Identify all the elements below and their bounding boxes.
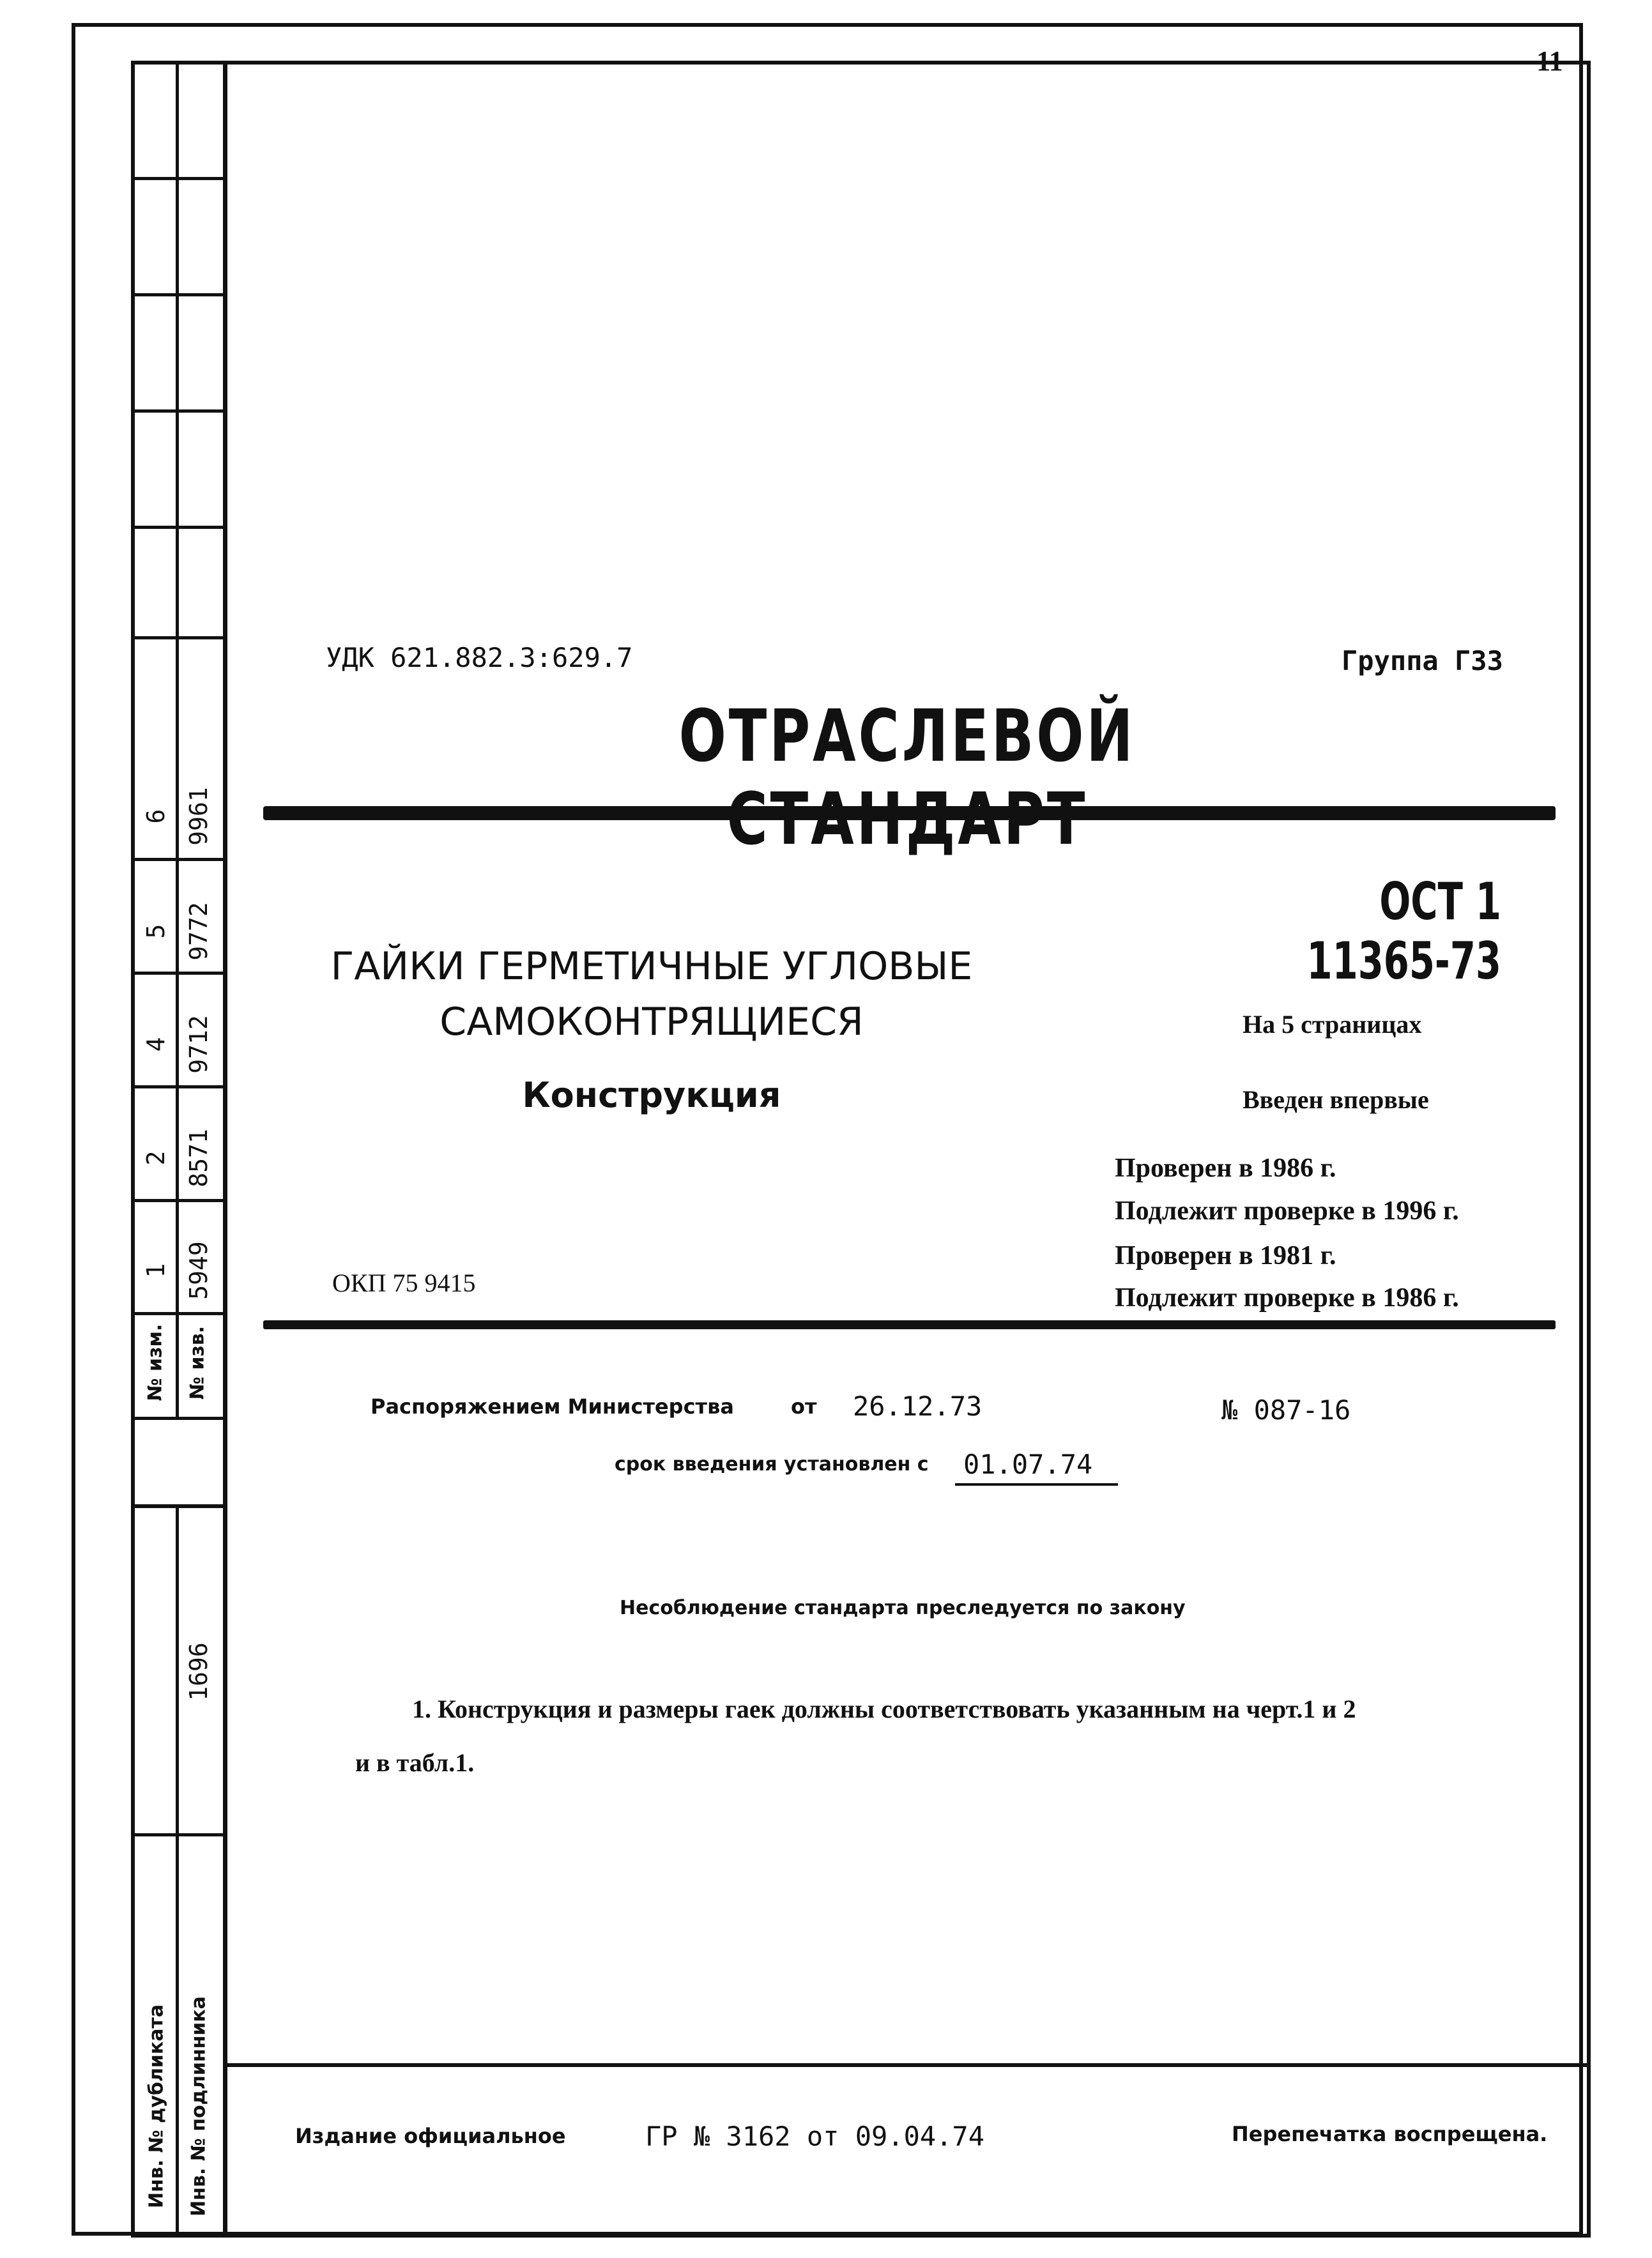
change-number: 4 (142, 1037, 170, 1052)
page-number: 11 (1536, 45, 1563, 77)
paragraph-1-continuation: и в табл.1. (355, 1748, 475, 1777)
title-line-1: ГАЙКИ ГЕРМЕТИЧНЫЕ УГЛОВЫЕ (330, 944, 973, 989)
change-number: 6 (142, 809, 170, 824)
footer-rule (224, 2063, 1591, 2067)
reprint-notice: Перепечатка воспрещена. (1232, 2122, 1548, 2146)
official-edition: Издание официальное (295, 2124, 566, 2148)
notice-number: 9772 (185, 902, 213, 961)
original-inventory-number: 1696 (185, 1642, 213, 1701)
notice-number: 9712 (185, 1015, 213, 1074)
order-number: № 087-16 (1221, 1394, 1351, 1426)
duplicate-inventory-label: Инв. № дубликата (145, 2004, 168, 2209)
introduced-note: Введен впервые (1243, 1085, 1429, 1114)
main-frame (224, 61, 1591, 2238)
document-subtitle: Конструкция (522, 1075, 781, 1115)
inventory-table (135, 1504, 223, 2238)
order-date: 26.12.73 (853, 1391, 983, 1422)
section-rule (263, 1320, 1556, 1329)
paragraph-1: 1. Конструкция и размеры гаек должны соответствовать указанным на черт.1 и 2 (412, 1695, 1356, 1723)
page-count: На 5 страницах (1243, 1010, 1422, 1039)
original-inventory-label: Инв. № подлинника (187, 1996, 210, 2216)
heading-rule (263, 806, 1556, 820)
change-number: 5 (142, 924, 170, 939)
notice-number: 9961 (185, 787, 213, 846)
revision-sidebar (131, 61, 227, 2238)
order-from-label: от (791, 1394, 817, 1419)
notice-number: 8571 (185, 1129, 213, 1187)
document-heading: ОТРАСЛЕВОЙ (678, 695, 1136, 778)
change-number: 1 (142, 1263, 170, 1278)
check-record: Проверен в 1986 г. (1115, 1154, 1336, 1183)
group-code: Группа Г33 (1342, 645, 1503, 676)
effective-date: 01.07.74 (963, 1449, 1093, 1480)
registration-number: ГР № 3162 от 09.04.74 (645, 2121, 985, 2152)
notice-label: № изв. (186, 1325, 209, 1400)
okp-code: ОКП 75 9415 (332, 1269, 476, 1297)
order-label: Распоряжением Министерства (371, 1394, 734, 1419)
title-line-2: САМОКОНТРЯЩИЕСЯ (440, 1000, 864, 1044)
effective-label: срок введения установлен с (615, 1453, 929, 1476)
check-record: Подлежит проверке в 1986 г. (1115, 1283, 1459, 1313)
change-number: 2 (142, 1150, 170, 1166)
revision-table (135, 65, 223, 1420)
standard-code: ОСТ 1 11365-73 (1306, 872, 1501, 991)
check-record: Подлежит проверке в 1996 г. (1115, 1196, 1459, 1226)
legal-warning: Несоблюдение стандарта преследуется по закону (620, 1597, 1186, 1619)
change-label: № изм. (144, 1324, 167, 1401)
udc-code: УДК 621.882.3:629.7 (326, 642, 633, 673)
notice-number: 5949 (185, 1241, 213, 1300)
effective-date-underline (955, 1483, 1118, 1486)
check-record: Проверен в 1981 г. (1115, 1241, 1336, 1270)
